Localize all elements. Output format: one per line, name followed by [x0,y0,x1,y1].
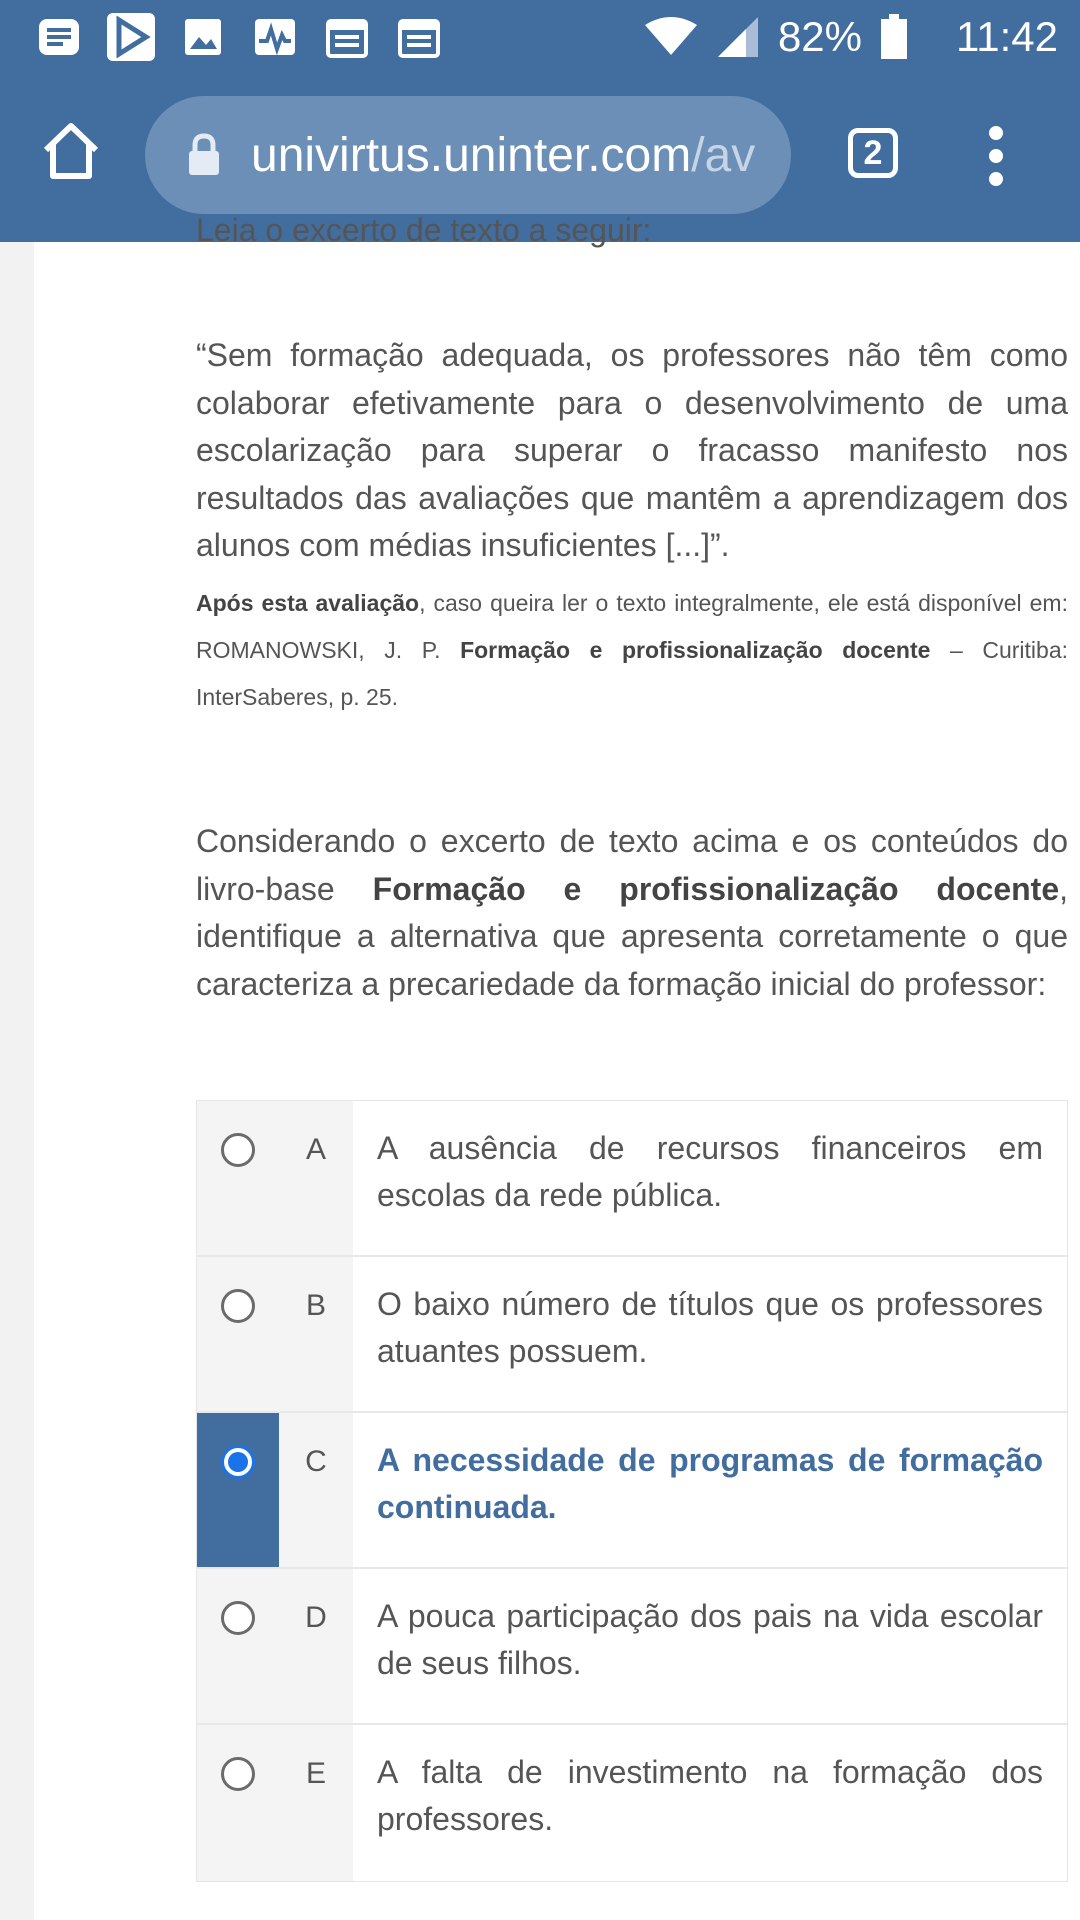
option-d[interactable] [197,1569,1067,1725]
url-text [251,128,755,183]
activity-icon [250,12,300,62]
wifi-icon [644,17,698,57]
option-letter: E [279,1725,353,1881]
image-icon [178,12,228,62]
battery-level: 82% [777,13,862,60]
home-icon[interactable] [38,118,104,184]
option-b[interactable] [197,1257,1067,1413]
option-radio-cell[interactable] [197,1569,279,1723]
option-c[interactable] [197,1413,1067,1569]
radio-button[interactable] [221,1601,255,1635]
option-radio-cell[interactable] [197,1413,279,1567]
play-store-icon [106,12,156,62]
option-letter: C [279,1413,353,1567]
intro-text: Leia o excerto de texto a seguir: [196,212,652,248]
lock-icon [187,133,221,177]
reference-text-2: – Curitiba: InterSaberes, p. 25. [196,637,1069,710]
tab-switcher-button[interactable]: 2 [848,128,898,178]
address-bar[interactable] [145,96,791,214]
question-pre: Considerando o excerto de texto acima e os conteúdos do livro-base [196,823,1068,907]
answer-options [196,1100,1068,1882]
status-right [644,0,1058,74]
url-host: univirtus.uninter.com [251,128,692,182]
radio-button[interactable] [221,1757,255,1791]
clock: 11:42 [956,13,1058,60]
option-text[interactable]: A pouca participação dos pais na vida escolar de seus filhos. [353,1569,1067,1723]
option-text[interactable]: A necessidade de programas de formação continuada. [353,1413,1067,1567]
notes-icon [34,12,84,62]
status-bar [0,0,1080,74]
option-letter: A [279,1101,353,1255]
signal-icon [716,15,760,59]
question-post: , identifique a alternativa que apresenta corretamente o que caracteriza a precariedade da formação inicial do professor: [196,870,1069,1002]
option-a[interactable] [197,1101,1067,1257]
reference-text [196,580,1068,721]
question-book-title: Formação e profissionalização docente [372,870,1060,907]
calendar-icon [394,12,444,62]
option-radio-cell[interactable] [197,1101,279,1255]
reference-book-title: Formação e profissionalização docente [460,637,931,663]
quote-text: “Sem formação adequada, os professores não têm como colaborar efetivamente para o desenvolvimento de uma escolarização para superar o fracasso manifesto nos resultados das avaliações que mantêm a aprendizagem dos alunos com médias insuficientes [...]”. [196,337,1068,563]
option-text[interactable]: O baixo número de títulos que os professores atuantes possuem. [353,1257,1067,1411]
radio-button[interactable] [221,1289,255,1323]
option-e[interactable] [197,1725,1067,1881]
question-text [196,818,1068,1008]
calendar-icon [322,12,372,62]
radio-button-selected[interactable] [221,1445,255,1479]
option-letter: B [279,1257,353,1411]
notification-icons [34,12,444,62]
radio-button[interactable] [221,1133,255,1167]
option-radio-cell[interactable] [197,1725,279,1881]
reference-bold-1: Após esta avaliação [196,590,420,616]
option-letter: D [279,1569,353,1723]
reference-text-1: , caso queira ler o texto integralmente, ele está disponível em: ROMANOWSKI, J. P. [196,590,1068,663]
url-path: /av [691,128,756,182]
option-radio-cell[interactable] [197,1257,279,1411]
overflow-menu-icon[interactable] [984,126,1008,186]
option-text[interactable]: A ausência de recursos financeiros em escolas da rede pública. [353,1101,1067,1255]
option-text[interactable]: A falta de investimento na formação dos professores. [353,1725,1067,1881]
battery-icon [880,14,908,60]
page-content [34,212,1080,1920]
